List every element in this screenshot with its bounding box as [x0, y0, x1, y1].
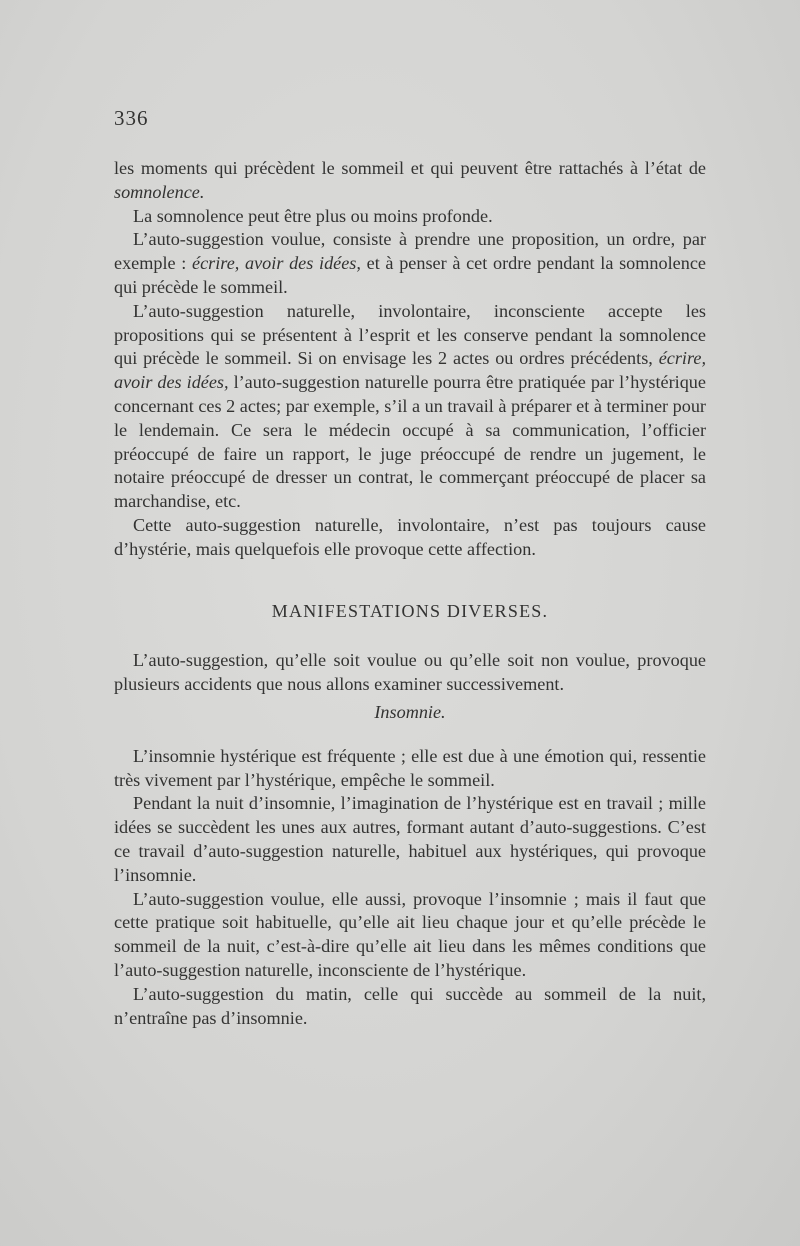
section-heading: MANIFESTATIONS DIVERSES. [271, 600, 549, 621]
paragraph: les moments qui précèdent le sommeil et qui peuvent être rattachés à l’état de somnolence. [114, 158, 706, 202]
paragraph: La somnolence peut être plus ou moins profonde. [133, 205, 493, 226]
paragraph: L’auto-suggestion voulue, consiste à prendre une proposition, un ordre, par exemple : écrire, avoir des idées, et à penser à cet ordre pendant la somnolence qui précède le sommeil. [114, 229, 706, 297]
paragraph: L’auto-suggestion naturelle, involontaire, inconsciente accepte les propositions qui se présentent à l’esprit et les conserve pendant la somnolence qui précède le sommeil. Si on envisage les 2 actes ou ordres précédents, écrire, avoir des idées, l’auto-suggestion naturelle pourra être pratiquée par l’hystérique concernant ces 2 actes; par exemple, s’il a un travail à préparer et à terminer pour le lendemain. Ce sera le médecin occupé à sa communication, l’officier préoccupé de faire un rapport, le juge préoccupé de rendre un jugement, le notaire préoccupé de dresser un contrat, le commerçant préoccupé de placer sa marchandise, etc. [114, 300, 706, 512]
paragraph: Pendant la nuit d’insomnie, l’imagination de l’hystérique est en travail ; mille idées se succèdent les unes aux autres, formant autant d’auto-suggestions. C’est ce travail d’auto-suggestion naturelle, habituel aux hystériques, qui provoque l’insomnie. [114, 793, 706, 885]
paragraph: L’auto-suggestion voulue, elle aussi, provoque l’insomnie ; mais il faut que cette pratique soit habituelle, qu’elle ait lieu chaque jour et qu’elle précède le sommeil de la nuit, c’est-à-dire qu’elle ait lieu dans les mêmes conditions que l’auto-suggestion naturelle, inconsciente de l’hystérique. [114, 888, 706, 980]
paragraph: L’auto-suggestion du matin, celle qui succède au sommeil de la nuit, n’entraîne pas d’insomnie. [114, 983, 706, 1028]
subsection-heading: Insomnie. [374, 701, 446, 722]
paragraph: Cette auto-suggestion naturelle, involontaire, n’est pas toujours cause d’hystérie, mais quelquefois elle provoque cette affection. [114, 514, 706, 559]
paragraph: L’auto-suggestion, qu’elle soit voulue ou qu’elle soit non voulue, provoque plusieurs accidents que nous allons examiner successivement. [114, 650, 706, 695]
paragraph: L’insomnie hystérique est fréquente ; elle est due à une émotion qui, ressentie très vivement par l’hystérique, empêche le sommeil. [114, 745, 706, 790]
body-text [114, 157, 706, 1030]
page-number: 336 [114, 106, 149, 130]
